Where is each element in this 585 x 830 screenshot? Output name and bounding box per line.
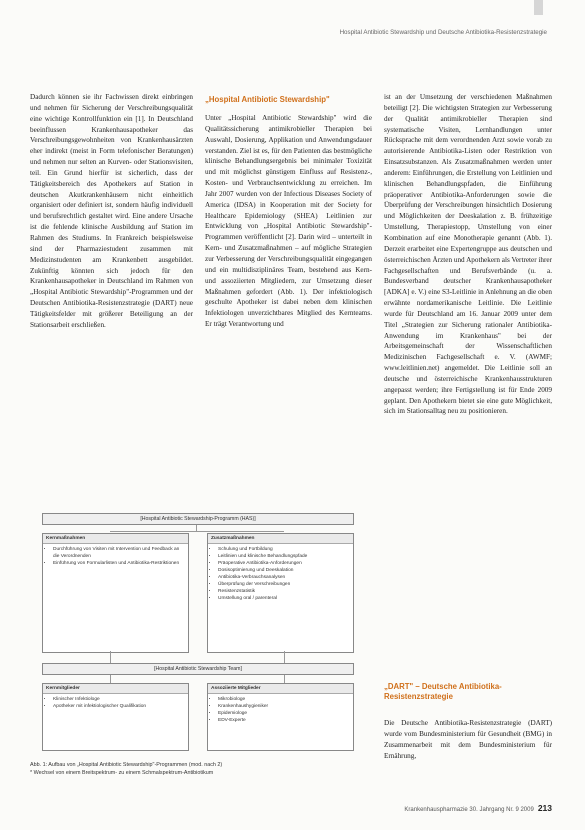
text-column-3 xyxy=(384,92,552,672)
text-column-2 xyxy=(205,95,372,330)
figure-caption xyxy=(30,762,370,777)
connector-line xyxy=(284,651,285,663)
page-edge-tab xyxy=(534,0,543,15)
core-member-item: • Apotheker mit infektiologischer Qualifikation xyxy=(53,703,186,710)
figure-caption-line: Abb. 1: Aufbau von „Hospital Antibiotic Stewardship"-Programmen (mod. nach 2) xyxy=(30,762,223,768)
journal-info: Krankenhauspharmazie 30. Jahrgang Nr. 9 2009 xyxy=(404,807,534,813)
core-measures-heading: Kernmaßnahmen xyxy=(43,534,188,544)
associated-members-heading: Assoziierte Mitglieder xyxy=(208,684,353,694)
running-header: Hospital Antibiotic Stewardship und Deutsche Antibiotika-Resistenzstrategie xyxy=(339,29,547,36)
associated-members-box xyxy=(207,683,354,751)
connector-line xyxy=(110,651,111,663)
associated-member-item: • Epidemiologe xyxy=(218,710,351,717)
associated-member-item: • EDV-Experte xyxy=(218,717,351,724)
page-footer xyxy=(384,803,552,813)
section-heading-dart: „DART" – Deutsche Antibiotika-Resistenzstrategie xyxy=(384,682,502,701)
associated-member-item: • Krankenhaushygieniker xyxy=(218,703,351,710)
extra-measures-box xyxy=(207,533,354,653)
extra-measures-heading: Zusatzmaßnahmen xyxy=(208,534,353,544)
figure-footnote: * Wechsel von einem Breitspektrum- zu einem Schmalspektrum-Antibiotikum xyxy=(30,769,214,776)
connector-line xyxy=(284,675,285,683)
page-number: 213 xyxy=(537,803,552,813)
text-column-3-continued xyxy=(384,718,552,761)
core-member-item: • Klinischer Infektiologe xyxy=(53,696,186,703)
extra-measure-item: • Präoperative Antibiotika-Anforderungen xyxy=(218,560,351,567)
core-members-heading: Kernmitglieder xyxy=(43,684,188,694)
extra-measure-item: • Umstellung oral / parenteral xyxy=(218,595,351,602)
connector-line xyxy=(110,675,111,683)
extra-measure-item: • Überprüfung der Verschreibungen xyxy=(218,581,351,588)
column-2-body: Unter „Hospital Antibiotic Stewardship" wird die Qualitätssicherung antimikrobieller Therapien bei Auswahl, Dosierung, Applikation und Anwendungsdauer verstanden. Ziel ist es, für den Patienten das bestmögliche klinische Behandlungsergebnis bei minimaler Toxizität und mit möglichst günstigem Einfluss auf Resistenz-, Kosten- und Verbrauchsentwicklung zu erreichen. Im Jahr 2007 wurden von der Infectious Diseases Society of America (IDSA) in Kooperation mit der Society for Healthcare Epidemiology (SHEA) Leitlinien zur Entwicklung von „Hospital Antibiotic Stewardship"-Programmen veröffentlicht [2]. Darin wird – unterteilt in Kern- und Zusatzmaßnahmen – auf mögliche Strategien zur Verbesserung der Verschreibungsqualität eingegangen und ein multidisziplinäres Team, bestehend aus Kern- und assoziierten Mitgliedern, zur Umsetzung dieser Maßnahmen gefordert (Abb. 1). Der infektiologisch geschulte Apotheker ist dabei neben dem klinischen Infektiologen unverzichtbares Mitglied des Kernteams. Er trägt Verantwortung und xyxy=(205,114,372,329)
text-column-1 xyxy=(30,92,193,331)
section-heading-stewardship: „Hospital Antibiotic Stewardship" xyxy=(205,95,330,104)
extra-measure-item: • Antibiotika-Verbrauchsanalysen xyxy=(218,574,351,581)
figure-1 xyxy=(30,513,370,759)
column-3-body-2: Die Deutsche Antibiotika-Resistenzstrategie (DART) wurde vom Bundesministerium für Gesundheit (BMG) in Zusammenarbeit mit dem Bundesministerium für Ernährung, xyxy=(384,719,552,760)
column-1-body: Dadurch können sie ihr Fachwissen direkt einbringen und nehmen für Sicherung der Verschreibungsqualität eine wichtige Kontrollfunktion ein [1]. In Deutschland beeinflussen Krankenhausapotheker das Verschreibungsgewohnheiten von Krankenhausärzten eher indirekt (meist in Form telefonischer Beratungen) und nehmen nur selten an Kurven- oder Stationsvisiten, teil. Ein Grund hierfür ist sicherlich, dass der Tätigkeitsbereich des Apothekers auf Station in deutschen Akutkrankenhäusern nicht einheitlich organisiert oder definiert ist, sondern häufig individuell und berufsrechtlich gestaltet wird. Eine andere Ursache ist die fehlende klinische Ausbildung auf Station im Rahmen des Studiums. In Frankreich beispielsweise sind der Pharmaziestudent zusammen mit Medizinstudenten am Krankenbett ausgebildet. Zukünftig könnten sich jedoch für den Krankenhausapotheker in Deutschland im Rahmen von „Hospital Antibiotic Stewardship"-Programmen und der Deutschen Antibiotika-Resistenzstrategie (DART) neue Tätigkeitsfelder mit größerer Beteiligung an der Stationsarbeit erschließen. xyxy=(30,93,193,329)
core-measure-item: • Durchführung von Visiten mit Intervention und Feedback an die Verordnenden xyxy=(53,546,186,560)
connector-line xyxy=(110,531,284,532)
team-bar: [Hospital Antibiotic Stewardship Team] xyxy=(42,663,354,675)
extra-measure-item: • Schulung und Fortbildung xyxy=(218,546,351,553)
associated-member-item: • Mikrobiologe xyxy=(218,696,351,703)
extra-measure-item: • Leitlinien und klinische Behandlungspfade xyxy=(218,553,351,560)
core-measures-box xyxy=(42,533,189,653)
core-members-box xyxy=(42,683,189,751)
section-heading-dart-block xyxy=(384,682,552,710)
extra-measure-item: • Resistenzstatistik xyxy=(218,588,351,595)
core-measure-item: • Einführung von Formularlisten und Antibiotika-Restriktionen xyxy=(53,560,186,567)
figure-title: [Hospital Antibiotic Stewardship-Programm (HAS)] xyxy=(42,513,354,525)
extra-measure-item: • Dosisoptimierung und Deeskalation xyxy=(218,567,351,574)
column-3-body: ist an der Umsetzung der verschiedenen Maßnahmen beteiligt [2]. Die wichtigsten Strategien zur Verbesserung der Qualität antimikrobieller Therapien sind systematische Visiten, Lernhandlungen unter Rücksprache mit dem verordnenden Arzt sowie vorab zu autorisierende Antibiotika-Listen oder Restriktion von Einsatzsubstanzen. Als Zusatzmaßnahmen werden unter anderem: Einführungen, die Erstellung von Leitlinien und klinischen Behandlungspfaden, die Einführung präoperativer Antibiotika-Anforderungen sowie die Überprüfung der Verschreibungen hinsichtlich Dosierung und Möglichkeiten der Deeskalation z. B. frühzeitige Umstellung, Therapiestopp, Umstellung von einer Kombination auf eine Monotherapie genannt (Abb. 1). Derzeit erarbeitet eine Expertengruppe aus deutschen und österreichischen Ärzten und Apothekern als Vertreter ihrer Fachgesellschaften und Berufsverbände (u. a. Bundesverband deutscher Krankenhausapotheker [ADKA] e. V.) eine S3-Leitlinie in Anlehnung an die oben erwähnte nordamerikanische Leitlinie. Die Leitlinie wurde für Deutschland am 16. Januar 2009 unter dem Titel „Strategien zur Sicherung rationaler Antibiotika-Anwendung im Krankenhaus" bei der Arbeitsgemeinschaft der Wissenschaftlichen Medizinischen Fachgesellschaft e. V. (AWMF; www.leitlinien.net) angemeldet. Die Leitlinie soll an deutsche und österreichische Krankenhausstrukturen angepasst werden; ihre Fertigstellung ist für Ende 2009 geplant. Den Apothekern bietet sie eine gute Möglichkeit, sich im Stationsalltag neu zu positionieren. xyxy=(384,93,552,416)
